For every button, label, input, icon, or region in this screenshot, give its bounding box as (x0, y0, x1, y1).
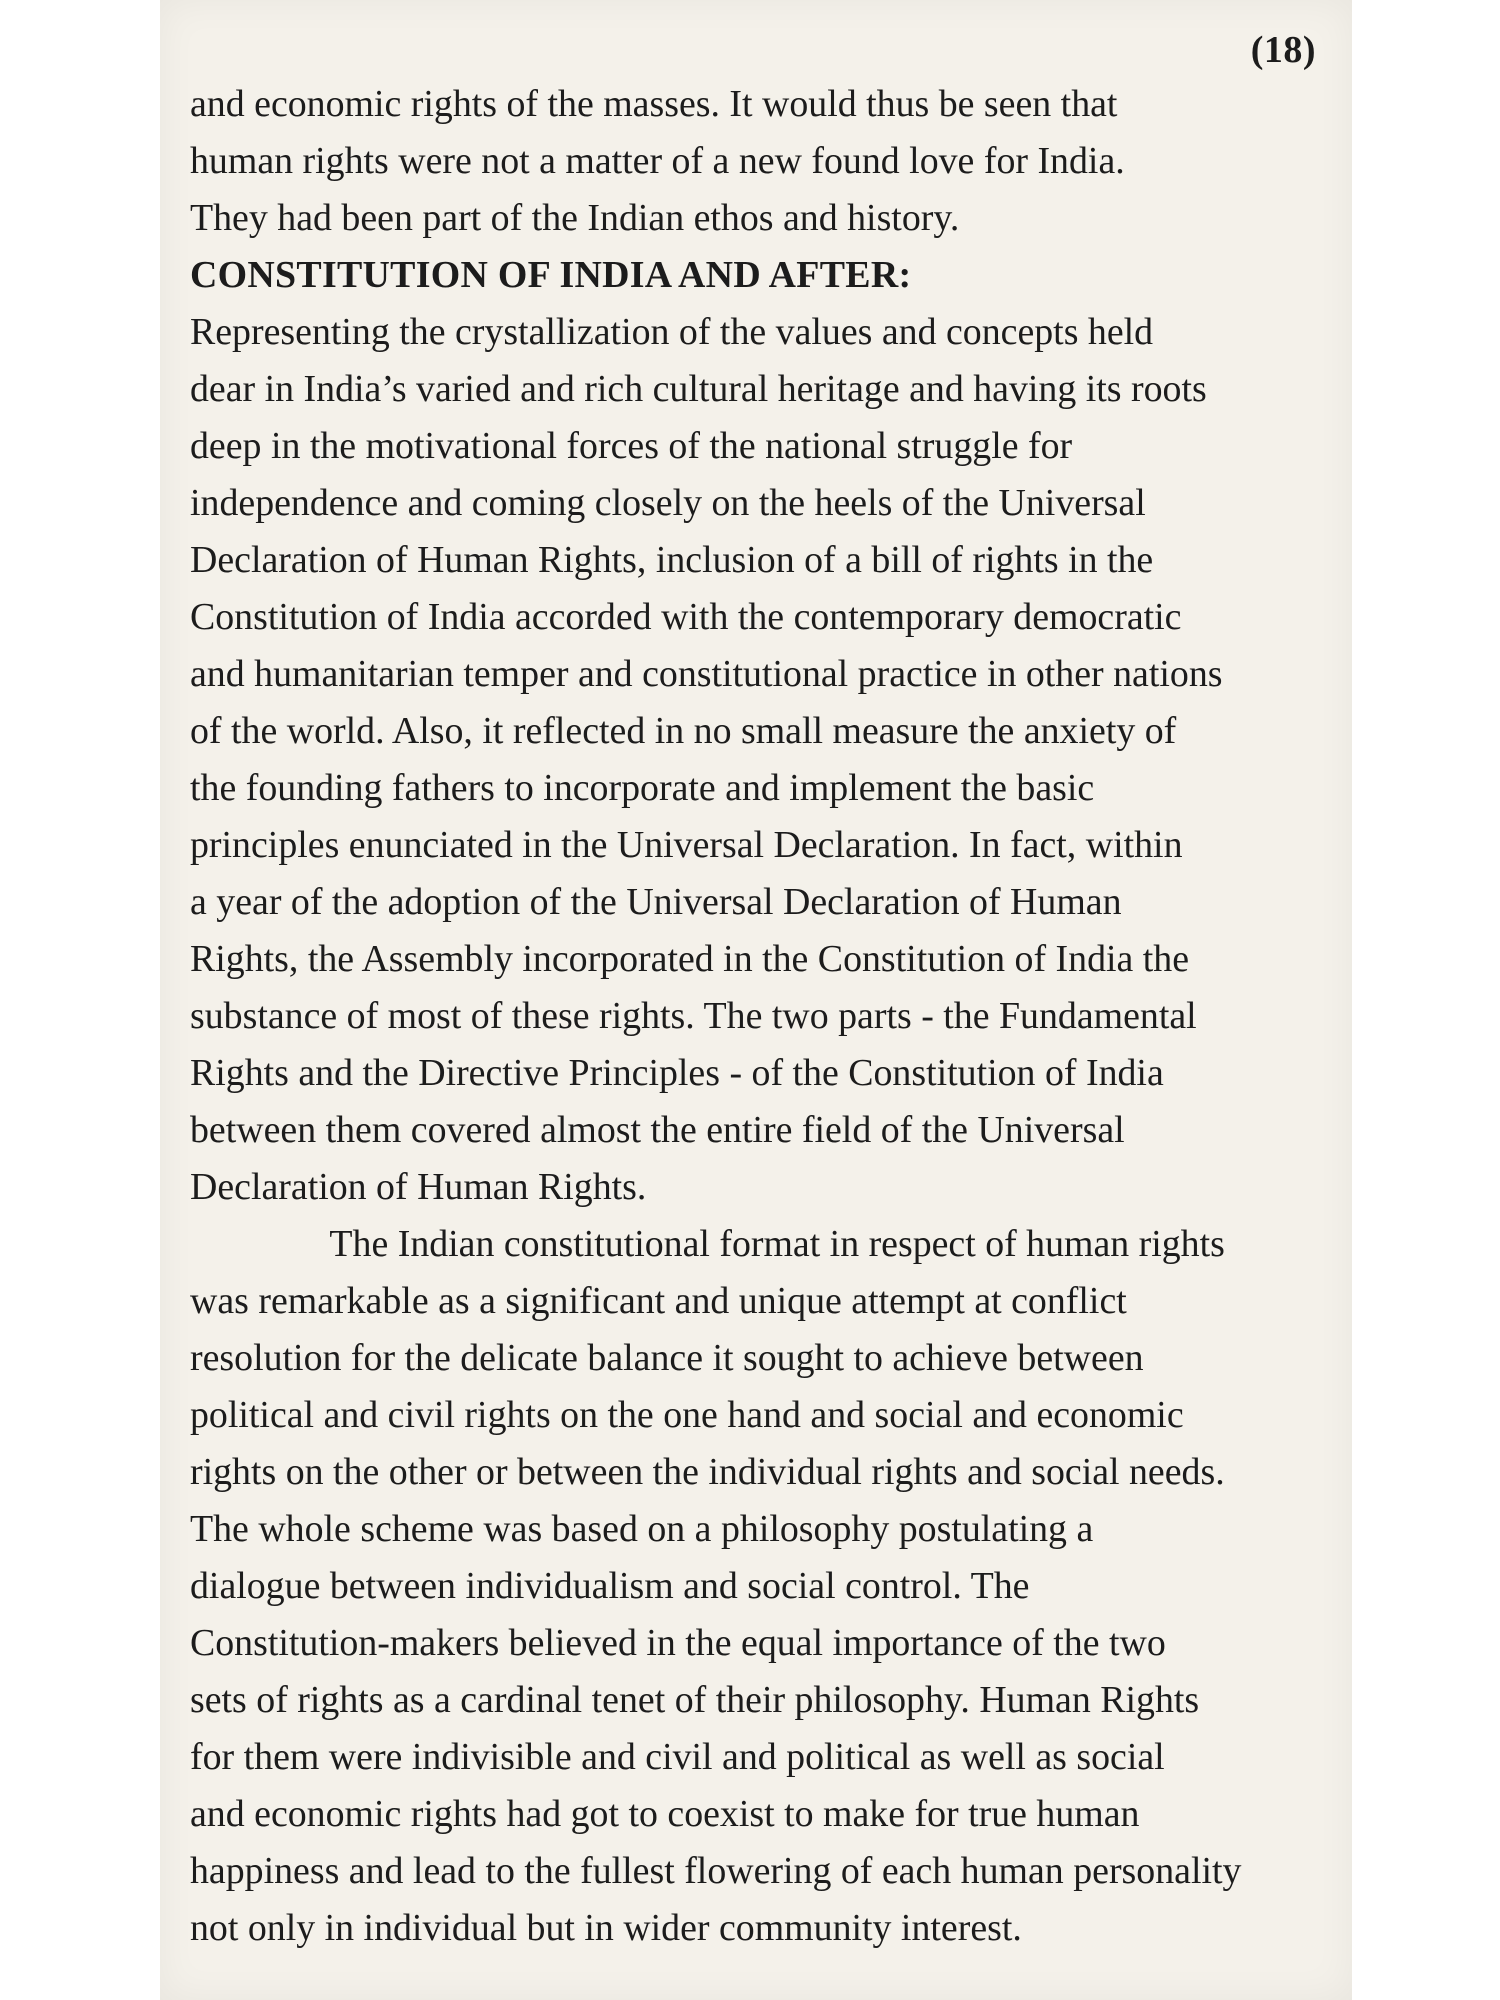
body-text (190, 76, 1310, 1957)
text-line: political and civil rights on the one hand and social and economic (190, 1394, 1184, 1436)
text-line: Constitution of India accorded with the contemporary democratic (190, 596, 1182, 638)
text-line: and economic rights of the masses. It would thus be seen that (190, 83, 1118, 125)
text-line: dear in India’s varied and rich cultural heritage and having its roots (190, 368, 1207, 410)
text-line: of the world. Also, it reflected in no small measure the anxiety of (190, 710, 1177, 752)
text-line: sets of rights as a cardinal tenet of their philosophy. Human Rights (190, 1679, 1200, 1721)
text-line: the founding fathers to incorporate and implement the basic (190, 767, 1095, 809)
text-line: Declaration of Human Rights, inclusion of a bill of rights in the (190, 539, 1154, 581)
scanned-page (160, 0, 1352, 2000)
text-line: Rights, the Assembly incorporated in the Constitution of India the (190, 938, 1190, 980)
text-line: for them were indivisible and civil and political as well as social (190, 1736, 1165, 1778)
paragraph-start-line: The Indian constitutional format in respect of human rights (329, 1223, 1225, 1265)
text-line: rights on the other or between the individual rights and social needs. (190, 1451, 1225, 1493)
text-line: not only in individual but in wider community interest. (190, 1907, 1022, 1949)
text-line: deep in the motivational forces of the national struggle for (190, 425, 1073, 467)
text-line: They had been part of the Indian ethos and history. (190, 197, 960, 239)
text-line: happiness and lead to the fullest flowering of each human personality (190, 1850, 1242, 1892)
text-line: human rights were not a matter of a new found love for India. (190, 140, 1125, 182)
text-line: substance of most of these rights. The two parts - the Fundamental (190, 995, 1197, 1037)
text-line: dialogue between individualism and social control. The (190, 1565, 1030, 1607)
text-line: was remarkable as a significant and unique attempt at conflict (190, 1280, 1127, 1322)
page-number: (18) (1250, 29, 1316, 71)
text-line: Declaration of Human Rights. (190, 1166, 647, 1208)
text-line: principles enunciated in the Universal Declaration. In fact, within (190, 824, 1183, 866)
text-line: independence and coming closely on the heels of the Universal (190, 482, 1146, 524)
text-line: The whole scheme was based on a philosophy postulating a (190, 1508, 1094, 1550)
section-heading: CONSTITUTION OF INDIA AND AFTER: (190, 254, 912, 296)
text-line: and humanitarian temper and constitutional practice in other nations (190, 653, 1223, 695)
text-line: Representing the crystallization of the values and concepts held (190, 311, 1154, 353)
text-line: a year of the adoption of the Universal Declaration of Human (190, 881, 1122, 923)
text-line: between them covered almost the entire field of the Universal (190, 1109, 1125, 1151)
text-line: Rights and the Directive Principles - of the Constitution of India (190, 1052, 1164, 1094)
text-line: resolution for the delicate balance it sought to achieve between (190, 1337, 1144, 1379)
text-line: Constitution-makers believed in the equal importance of the two (190, 1622, 1166, 1664)
text-line: and economic rights had got to coexist to make for true human (190, 1793, 1140, 1835)
